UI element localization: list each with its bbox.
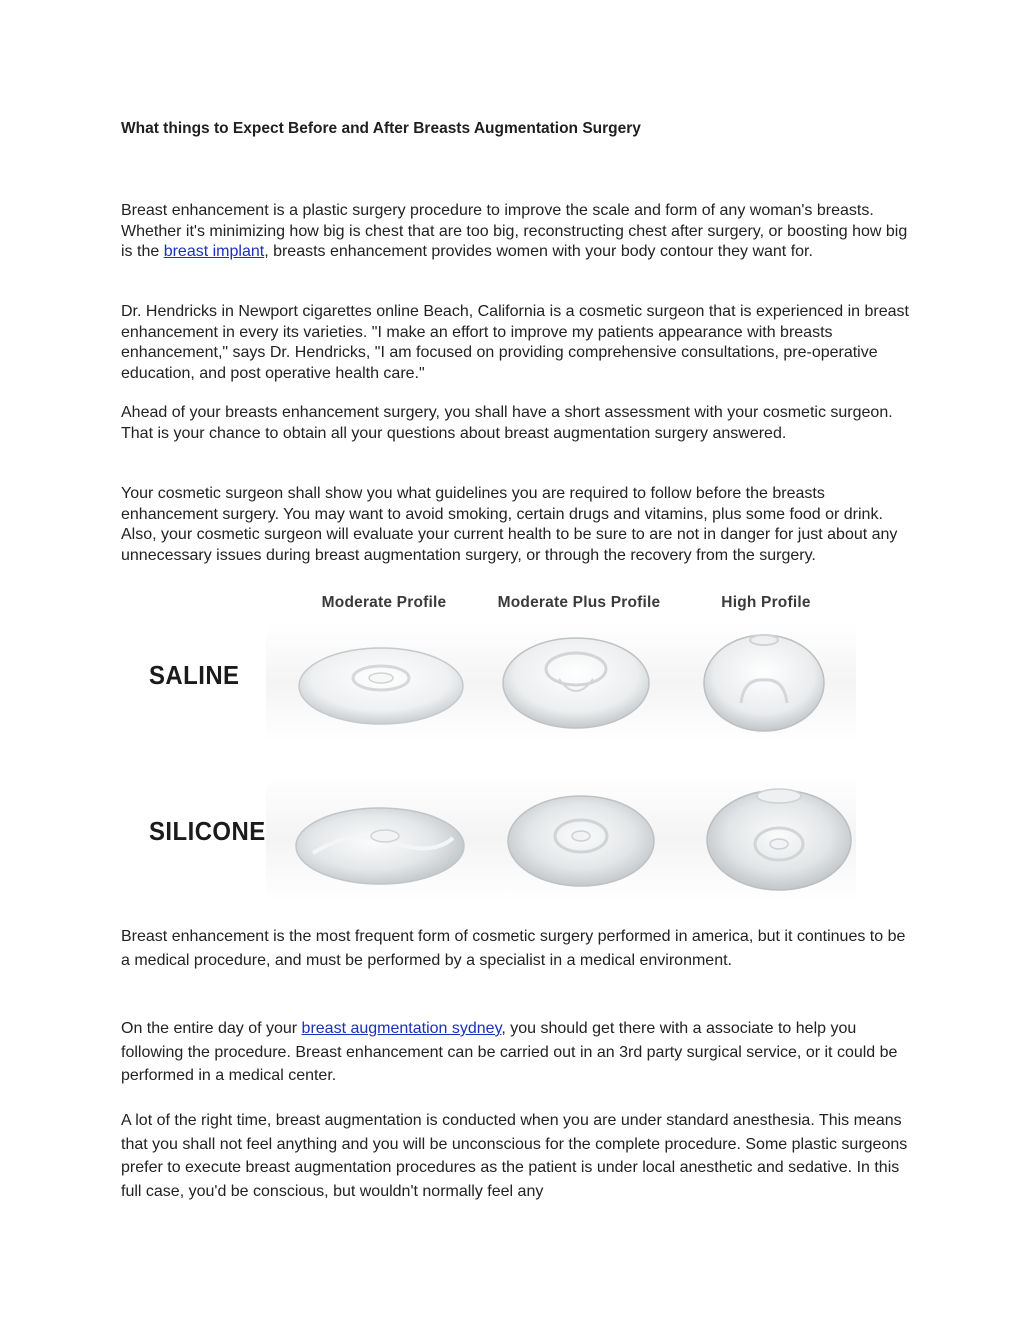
paragraph-day-of-surgery-text-end: , you should get there with a associate to help you following the procedure. Breast enhancement can be carried out in an 3rd party surgical service, or it could be performed in a medical center. xyxy=(121,1020,898,1084)
paragraph-dr-hendricks: Dr. Hendricks in Newport cigarettes online Beach, California is a cosmetic surgeon that is experienced in breast enhancement in every its varieties. "I make an effort to improve my patients appearance with breasts enhancement," says Dr. Hendricks, "I am focused on providing comprehensive consultations, pre-operative education, and post operative health care." xyxy=(121,303,909,382)
implant-comparison-figure xyxy=(121,586,811,906)
column-header-moderate-plus-profile: Moderate Plus Profile xyxy=(497,594,661,611)
breast-augmentation-sydney-link[interactable]: breast augmentation sydney xyxy=(301,1020,502,1037)
page-title: What things to Expect Before and After Breasts Augmentation Surgery xyxy=(121,120,641,137)
saline-moderate-plus-implant-image xyxy=(499,631,654,731)
paragraph-day-of-surgery xyxy=(121,1017,911,1088)
paragraph-intro xyxy=(121,201,911,263)
saline-moderate-implant-image xyxy=(296,638,466,728)
paragraph-day-of-surgery-text-start: On the entire day of your xyxy=(121,1020,302,1037)
silicone-high-profile-implant-image xyxy=(704,782,854,892)
paragraph-intro-text-start: Breast enhancement is a plastic surgery procedure to improve the scale and form of any woman's breasts. Whether it's minimizing how big is chest that are too big, reconstructing chest after surgery, or boosting how big is the xyxy=(121,202,908,260)
saline-high-profile-implant-image xyxy=(699,628,829,733)
row-label-saline: SALINE xyxy=(149,660,240,690)
paragraph-guidelines: Your cosmetic surgeon shall show you what guidelines you are required to follow before the breasts enhancement surgery. You may want to avoid smoking, certain drugs and vitamins, plus some food or drink. Also, your cosmetic surgeon will evaluate your current health to be sure to are not in danger for just about any unnecessary issues during breast augmentation surgery, or through the recovery from the surgery. xyxy=(121,485,898,564)
paragraph-assessment: Ahead of your breasts enhancement surgery, you shall have a short assessment with your cosmetic surgeon. That is your chance to obtain all your questions about breast augmentation surgery answered. xyxy=(121,404,893,442)
paragraph-most-frequent: Breast enhancement is the most frequent form of cosmetic surgery performed in america, but it continues to be a medical procedure, and must be performed by a specialist in a medical environment. xyxy=(121,928,906,969)
paragraph-intro-text-end: , breasts enhancement provides women with your body contour they want for. xyxy=(264,243,813,260)
silicone-moderate-implant-image xyxy=(293,798,468,888)
silicone-moderate-plus-implant-image xyxy=(504,786,659,891)
column-header-high-profile: High Profile xyxy=(721,594,811,611)
paragraph-anesthesia: A lot of the right time, breast augmentation is conducted when you are under standard anesthesia. This means that you shall not feel anything and you will be unconscious for the complete procedure. Some plastic surgeons prefer to execute breast augmentation procedures as the patient is under local anesthetic and sedative. In this full case, you'd be conscious, but wouldn't normally feel any xyxy=(121,1112,908,1200)
row-label-silicone: SILICONE xyxy=(149,816,266,846)
breast-implant-link[interactable]: breast implant xyxy=(163,243,265,260)
column-header-moderate-profile: Moderate Profile xyxy=(321,594,447,611)
